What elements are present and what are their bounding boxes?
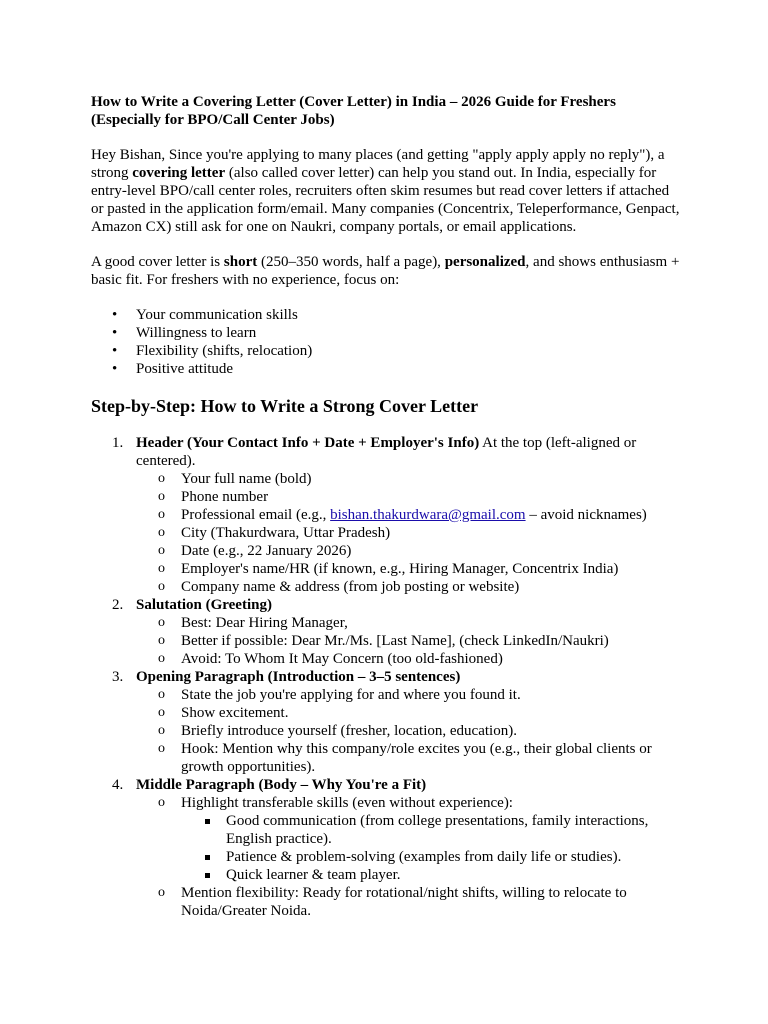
- bullet-o-icon: o: [158, 507, 165, 522]
- sub-item-text: Professional email (e.g.,: [181, 507, 331, 523]
- good-text-1: A good cover letter is: [91, 254, 224, 270]
- good-bold-short: short: [223, 254, 258, 270]
- sub-list-item: [136, 686, 681, 704]
- sub-item-text: – avoid nicknames): [525, 507, 647, 523]
- step-heading: Header (Your Contact Info + Date + Employer's Info): [136, 435, 480, 451]
- sub-sub-item-text: Patience & problem-solving (examples from daily life or studies).: [226, 849, 622, 865]
- square-bullet-icon: [205, 873, 210, 878]
- bullet-o-icon: o: [158, 795, 165, 810]
- sub-list-item: [136, 560, 681, 578]
- sub-list: [136, 614, 681, 668]
- sub-item-text: Hook: Mention why this company/role excites you (e.g., their global clients or growth opportunities).: [181, 741, 652, 775]
- steps-list: [91, 434, 681, 920]
- good-letter-paragraph: [91, 253, 681, 289]
- sub-item-text: Company name & address (from job posting or website): [181, 579, 520, 595]
- bullet-o-icon: o: [158, 741, 165, 756]
- step-salutation: [91, 596, 681, 668]
- bullet-o-icon: o: [158, 525, 165, 540]
- bullet-o-icon: o: [158, 579, 165, 594]
- section-heading: Step-by-Step: How to Write a Strong Cover Letter: [91, 396, 479, 416]
- sub-sub-list: [181, 812, 681, 884]
- sub-item-text: State the job you're applying for and where you found it.: [181, 687, 521, 703]
- sub-item-text: Briefly introduce yourself (fresher, location, education).: [181, 723, 517, 739]
- sub-list-item: [136, 722, 681, 740]
- square-bullet-icon: [205, 819, 210, 824]
- sub-item-text: Better if possible: Dear Mr./Ms. [Last Name], (check LinkedIn/Naukri): [181, 633, 609, 649]
- sub-sub-item-text: Quick learner & team player.: [226, 867, 401, 883]
- sub-list-item: [136, 614, 681, 632]
- sub-sub-list-item: [181, 866, 681, 884]
- sub-list-item: [136, 632, 681, 650]
- intro-text-2: (also called cover letter) can help you stand out. In India, especially for entry-level BPO/call center roles, recruiters often skim resumes but read cover letters if attached or pasted in the application form/email. Many companies (Concentrix, Teleperformance, Genpact, Amazon CX) still ask for one on Naukri, company portals, or email applications.: [91, 165, 680, 235]
- step-heading: Salutation (Greeting): [136, 597, 272, 613]
- bullet-o-icon: o: [158, 615, 165, 630]
- square-bullet-icon: [205, 855, 210, 860]
- sub-list-item: [136, 704, 681, 722]
- step-heading: Opening Paragraph (Introduction – 3–5 sentences): [136, 669, 461, 685]
- sub-list: [136, 794, 681, 920]
- sub-item-text: Your full name (bold): [181, 471, 312, 487]
- sub-item-text: Show excitement.: [181, 705, 289, 721]
- sub-sub-item-text: Good communication (from college presentations, family interactions, English practice).: [226, 813, 649, 847]
- sub-item-text: Mention flexibility: Ready for rotational/night shifts, willing to relocate to Noida/Greater Noida.: [181, 885, 627, 919]
- sub-list-item: [136, 794, 681, 884]
- bullet-o-icon: o: [158, 687, 165, 702]
- step-heading-note: At the top (left-aligned or centered).: [136, 435, 637, 469]
- list-item: • Willingness to learn: [91, 324, 681, 342]
- sub-list: [136, 686, 681, 776]
- step-number: 4.: [112, 777, 124, 793]
- email-link[interactable]: bishan.thakurdwara@gmail.com: [330, 507, 526, 523]
- step-opening-paragraph: [91, 668, 681, 776]
- sub-sub-list-item: [181, 812, 681, 848]
- bullet-o-icon: o: [158, 723, 165, 738]
- intro-paragraph: [91, 146, 681, 236]
- step-number: 2.: [112, 597, 124, 613]
- list-item: • Flexibility (shifts, relocation): [91, 342, 681, 360]
- sub-list-item: [136, 470, 681, 488]
- sub-list-item: [136, 740, 681, 776]
- sub-item-text: Best: Dear Hiring Manager,: [181, 615, 348, 631]
- bullet-o-icon: o: [158, 543, 165, 558]
- sub-item-text: Avoid: To Whom It May Concern (too old-fashioned): [181, 651, 503, 667]
- sub-item-text: Employer's name/HR (if known, e.g., Hiring Manager, Concentrix India): [181, 561, 619, 577]
- good-text-2: (250–350 words, half a page),: [257, 254, 445, 270]
- bullet-o-icon: o: [158, 633, 165, 648]
- sub-item-text: City (Thakurdwara, Uttar Pradesh): [181, 525, 391, 541]
- good-text-3: , and shows enthusiasm + basic fit. For freshers with no experience, focus on:: [91, 254, 680, 288]
- sub-list-item: [136, 542, 681, 560]
- sub-list-item: [136, 488, 681, 506]
- bullet-o-icon: o: [158, 561, 165, 576]
- sub-list: [136, 470, 681, 596]
- sub-list-item: [136, 884, 681, 920]
- step-number: 3.: [112, 669, 124, 685]
- list-item: • Your communication skills: [91, 306, 681, 324]
- step-header: [91, 434, 681, 596]
- bullet-o-icon: o: [158, 651, 165, 666]
- intro-bold-covering-letter: covering letter: [132, 165, 226, 181]
- step-heading: Middle Paragraph (Body – Why You're a Fit): [136, 777, 427, 793]
- document-title: How to Write a Covering Letter (Cover Letter) in India – 2026 Guide for Freshers (Especially for BPO/Call Center Jobs): [91, 94, 616, 128]
- bullet-o-icon: o: [158, 489, 165, 504]
- bullet-o-icon: o: [158, 885, 165, 900]
- bullet-o-icon: o: [158, 705, 165, 720]
- sub-list-item: [136, 650, 681, 668]
- intro-text-1: Hey Bishan, Since you're applying to many places (and getting "apply apply apply no reply"), a strong: [91, 147, 665, 181]
- step-number: 1.: [112, 435, 124, 451]
- focus-list: [91, 306, 681, 378]
- bullet-o-icon: o: [158, 471, 165, 486]
- sub-item-text: Date (e.g., 22 January 2026): [181, 543, 352, 559]
- document-page: [91, 93, 681, 920]
- sub-sub-list-item: [181, 848, 681, 866]
- sub-item-text: Highlight transferable skills (even without experience):: [181, 795, 513, 811]
- list-item: • Positive attitude: [91, 360, 681, 378]
- sub-list-item: [136, 524, 681, 542]
- step-middle-paragraph: [91, 776, 681, 920]
- sub-list-item: [136, 506, 681, 524]
- sub-item-text: Phone number: [181, 489, 269, 505]
- sub-list-item: [136, 578, 681, 596]
- good-bold-personalized: personalized: [444, 254, 526, 270]
